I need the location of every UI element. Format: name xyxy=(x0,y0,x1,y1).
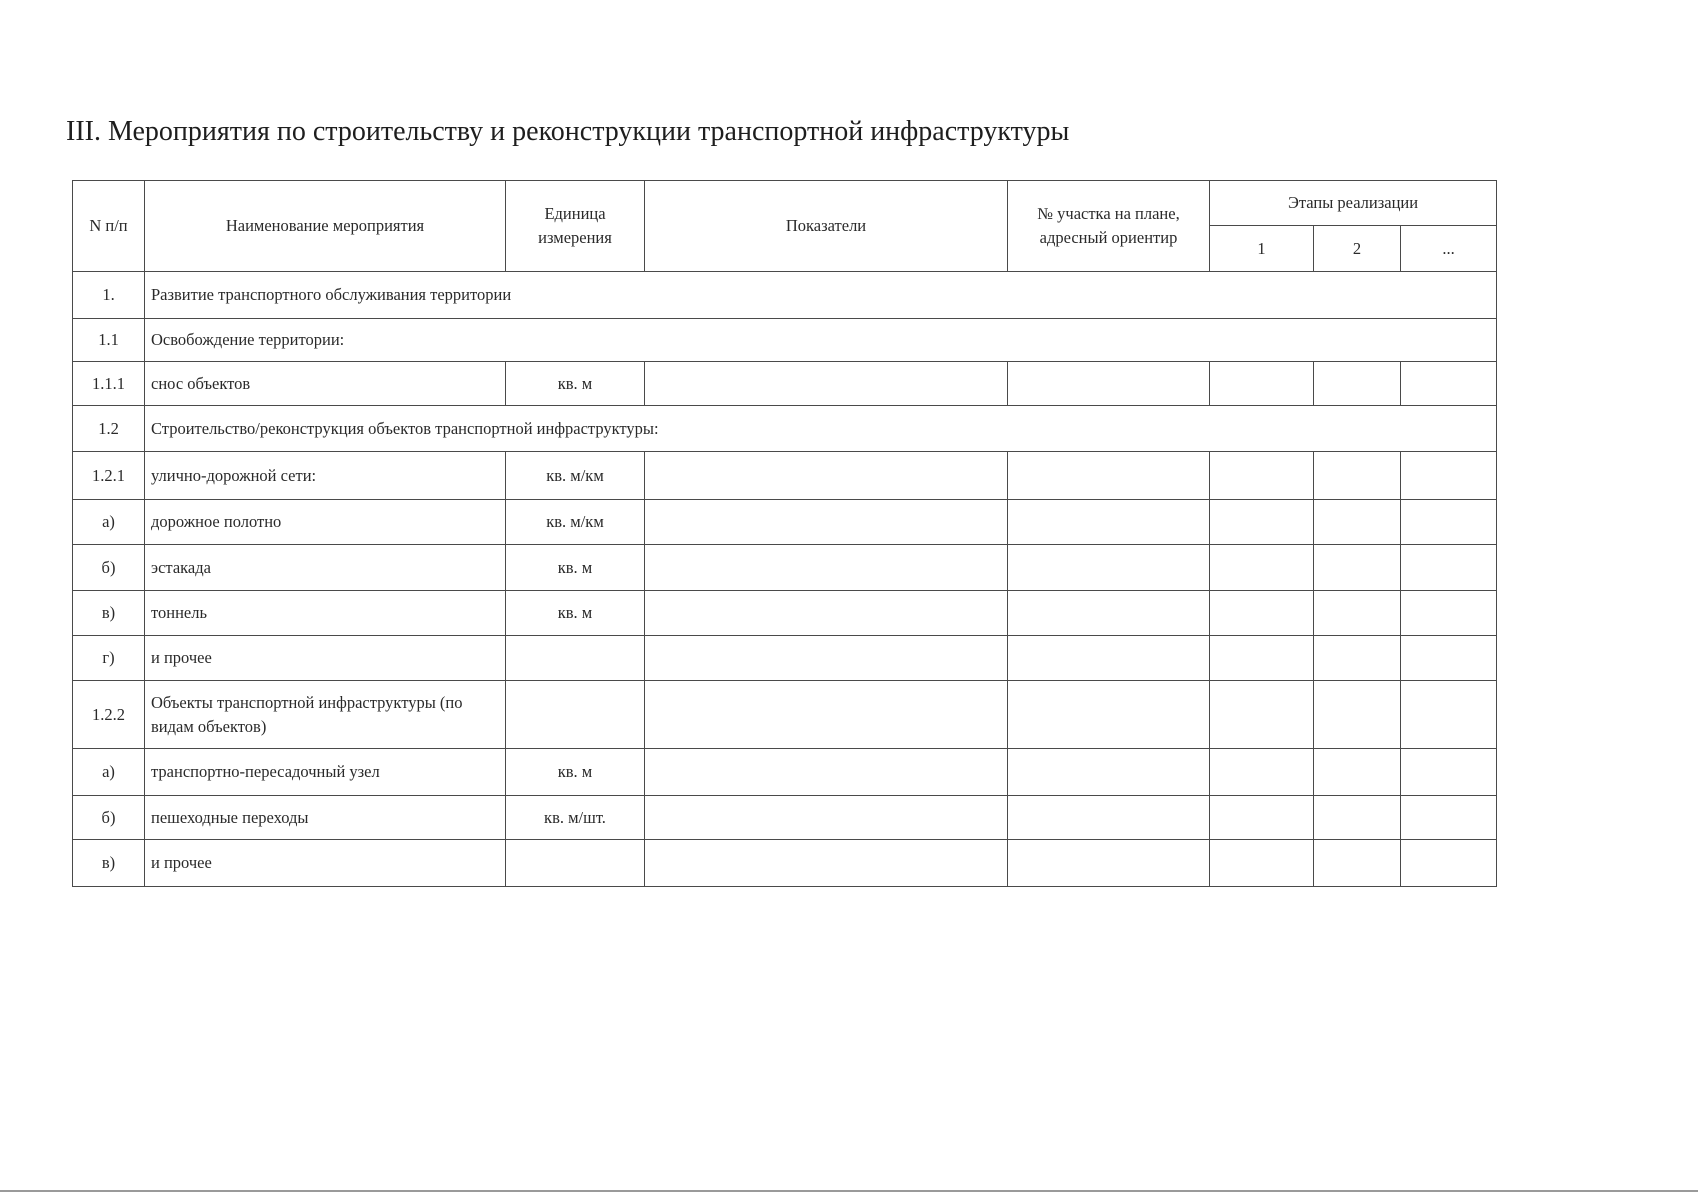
row-stage-more-cell xyxy=(1401,500,1497,545)
table-header xyxy=(73,181,1497,272)
row-indicators-cell xyxy=(645,452,1008,500)
row-indicators-cell xyxy=(645,681,1008,749)
header-num: N п/п xyxy=(73,181,145,272)
row-stage-more-cell xyxy=(1401,545,1497,591)
row-num: 1.1 xyxy=(73,319,145,362)
row-stage-more-cell xyxy=(1401,452,1497,500)
row-stage-1-cell xyxy=(1210,681,1314,749)
row-stage-1-cell xyxy=(1210,636,1314,681)
row-name: Освобождение территории: xyxy=(145,319,1497,362)
row-stage-1-cell xyxy=(1210,749,1314,796)
table-row xyxy=(73,545,1497,591)
row-num: в) xyxy=(73,591,145,636)
row-name: Развитие транспортного обслуживания территории xyxy=(145,272,1497,319)
row-stage-more-cell xyxy=(1401,681,1497,749)
table-row xyxy=(73,452,1497,500)
header-stage-1: 1 xyxy=(1210,226,1314,272)
header-indicators: Показатели xyxy=(645,181,1008,272)
row-stage-1-cell xyxy=(1210,545,1314,591)
row-unit xyxy=(506,681,645,749)
table-row xyxy=(73,406,1497,452)
row-name: улично-дорожной сети: xyxy=(145,452,506,500)
row-num: 1. xyxy=(73,272,145,319)
row-stage-2-cell xyxy=(1314,840,1401,887)
row-unit: кв. м/шт. xyxy=(506,796,645,840)
header-plot: № участка на плане, адресный ориентир xyxy=(1008,181,1210,272)
row-name: и прочее xyxy=(145,636,506,681)
row-indicators-cell xyxy=(645,545,1008,591)
row-indicators-cell xyxy=(645,636,1008,681)
row-plot-cell xyxy=(1008,362,1210,406)
row-name: тоннель xyxy=(145,591,506,636)
row-num: в) xyxy=(73,840,145,887)
row-stage-2-cell xyxy=(1314,545,1401,591)
header-stage-2: 2 xyxy=(1314,226,1401,272)
row-unit: кв. м xyxy=(506,591,645,636)
row-stage-2-cell xyxy=(1314,681,1401,749)
table-row xyxy=(73,636,1497,681)
row-num: 1.2.2 xyxy=(73,681,145,749)
header-name: Наименование мероприятия xyxy=(145,181,506,272)
row-num: б) xyxy=(73,545,145,591)
row-stage-more-cell xyxy=(1401,362,1497,406)
measures-table xyxy=(72,180,1497,887)
row-plot-cell xyxy=(1008,749,1210,796)
row-unit: кв. м xyxy=(506,362,645,406)
row-stage-1-cell xyxy=(1210,452,1314,500)
row-stage-1-cell xyxy=(1210,796,1314,840)
table-row xyxy=(73,796,1497,840)
row-name: Объекты транспортной инфраструктуры (по видам объектов) xyxy=(145,681,506,749)
row-plot-cell xyxy=(1008,591,1210,636)
row-unit: кв. м xyxy=(506,545,645,591)
row-name: транспортно-пересадочный узел xyxy=(145,749,506,796)
row-unit: кв. м/км xyxy=(506,452,645,500)
row-num: 1.2 xyxy=(73,406,145,452)
row-name: эстакада xyxy=(145,545,506,591)
row-plot-cell xyxy=(1008,545,1210,591)
table-row xyxy=(73,681,1497,749)
row-stage-2-cell xyxy=(1314,452,1401,500)
row-indicators-cell xyxy=(645,362,1008,406)
header-unit: Единица измерения xyxy=(506,181,645,272)
row-plot-cell xyxy=(1008,452,1210,500)
row-num: а) xyxy=(73,500,145,545)
row-stage-2-cell xyxy=(1314,796,1401,840)
row-plot-cell xyxy=(1008,636,1210,681)
row-name: Строительство/реконструкция объектов транспортной инфраструктуры: xyxy=(145,406,1497,452)
row-stage-more-cell xyxy=(1401,840,1497,887)
table-row xyxy=(73,362,1497,406)
row-indicators-cell xyxy=(645,749,1008,796)
row-num: а) xyxy=(73,749,145,796)
table-body xyxy=(73,272,1497,887)
row-num: г) xyxy=(73,636,145,681)
row-num: 1.2.1 xyxy=(73,452,145,500)
row-plot-cell xyxy=(1008,840,1210,887)
row-plot-cell xyxy=(1008,500,1210,545)
row-stage-1-cell xyxy=(1210,362,1314,406)
row-unit: кв. м/км xyxy=(506,500,645,545)
table-row xyxy=(73,500,1497,545)
row-stage-more-cell xyxy=(1401,796,1497,840)
row-stage-2-cell xyxy=(1314,749,1401,796)
page-title: III. Мероприятия по строительству и реконструкции транспортной инфраструктуры xyxy=(66,116,1070,147)
row-name: снос объектов xyxy=(145,362,506,406)
row-stage-more-cell xyxy=(1401,591,1497,636)
row-indicators-cell xyxy=(645,796,1008,840)
row-name: дорожное полотно xyxy=(145,500,506,545)
row-stage-1-cell xyxy=(1210,840,1314,887)
row-stage-2-cell xyxy=(1314,591,1401,636)
row-name: и прочее xyxy=(145,840,506,887)
table-row xyxy=(73,272,1497,319)
row-unit: кв. м xyxy=(506,749,645,796)
header-stages: Этапы реализации xyxy=(1210,181,1497,226)
row-plot-cell xyxy=(1008,681,1210,749)
row-stage-1-cell xyxy=(1210,500,1314,545)
row-stage-2-cell xyxy=(1314,636,1401,681)
table-row xyxy=(73,840,1497,887)
row-plot-cell xyxy=(1008,796,1210,840)
row-unit xyxy=(506,636,645,681)
row-num: б) xyxy=(73,796,145,840)
table-row xyxy=(73,591,1497,636)
table-row xyxy=(73,749,1497,796)
row-num: 1.1.1 xyxy=(73,362,145,406)
row-indicators-cell xyxy=(645,840,1008,887)
header-stage-more: ... xyxy=(1401,226,1497,272)
row-indicators-cell xyxy=(645,591,1008,636)
row-stage-1-cell xyxy=(1210,591,1314,636)
row-stage-more-cell xyxy=(1401,636,1497,681)
row-indicators-cell xyxy=(645,500,1008,545)
row-name: пешеходные переходы xyxy=(145,796,506,840)
row-stage-2-cell xyxy=(1314,500,1401,545)
row-stage-2-cell xyxy=(1314,362,1401,406)
row-unit xyxy=(506,840,645,887)
scan-bottom-edge xyxy=(0,1190,1698,1192)
table-row xyxy=(73,319,1497,362)
row-stage-more-cell xyxy=(1401,749,1497,796)
